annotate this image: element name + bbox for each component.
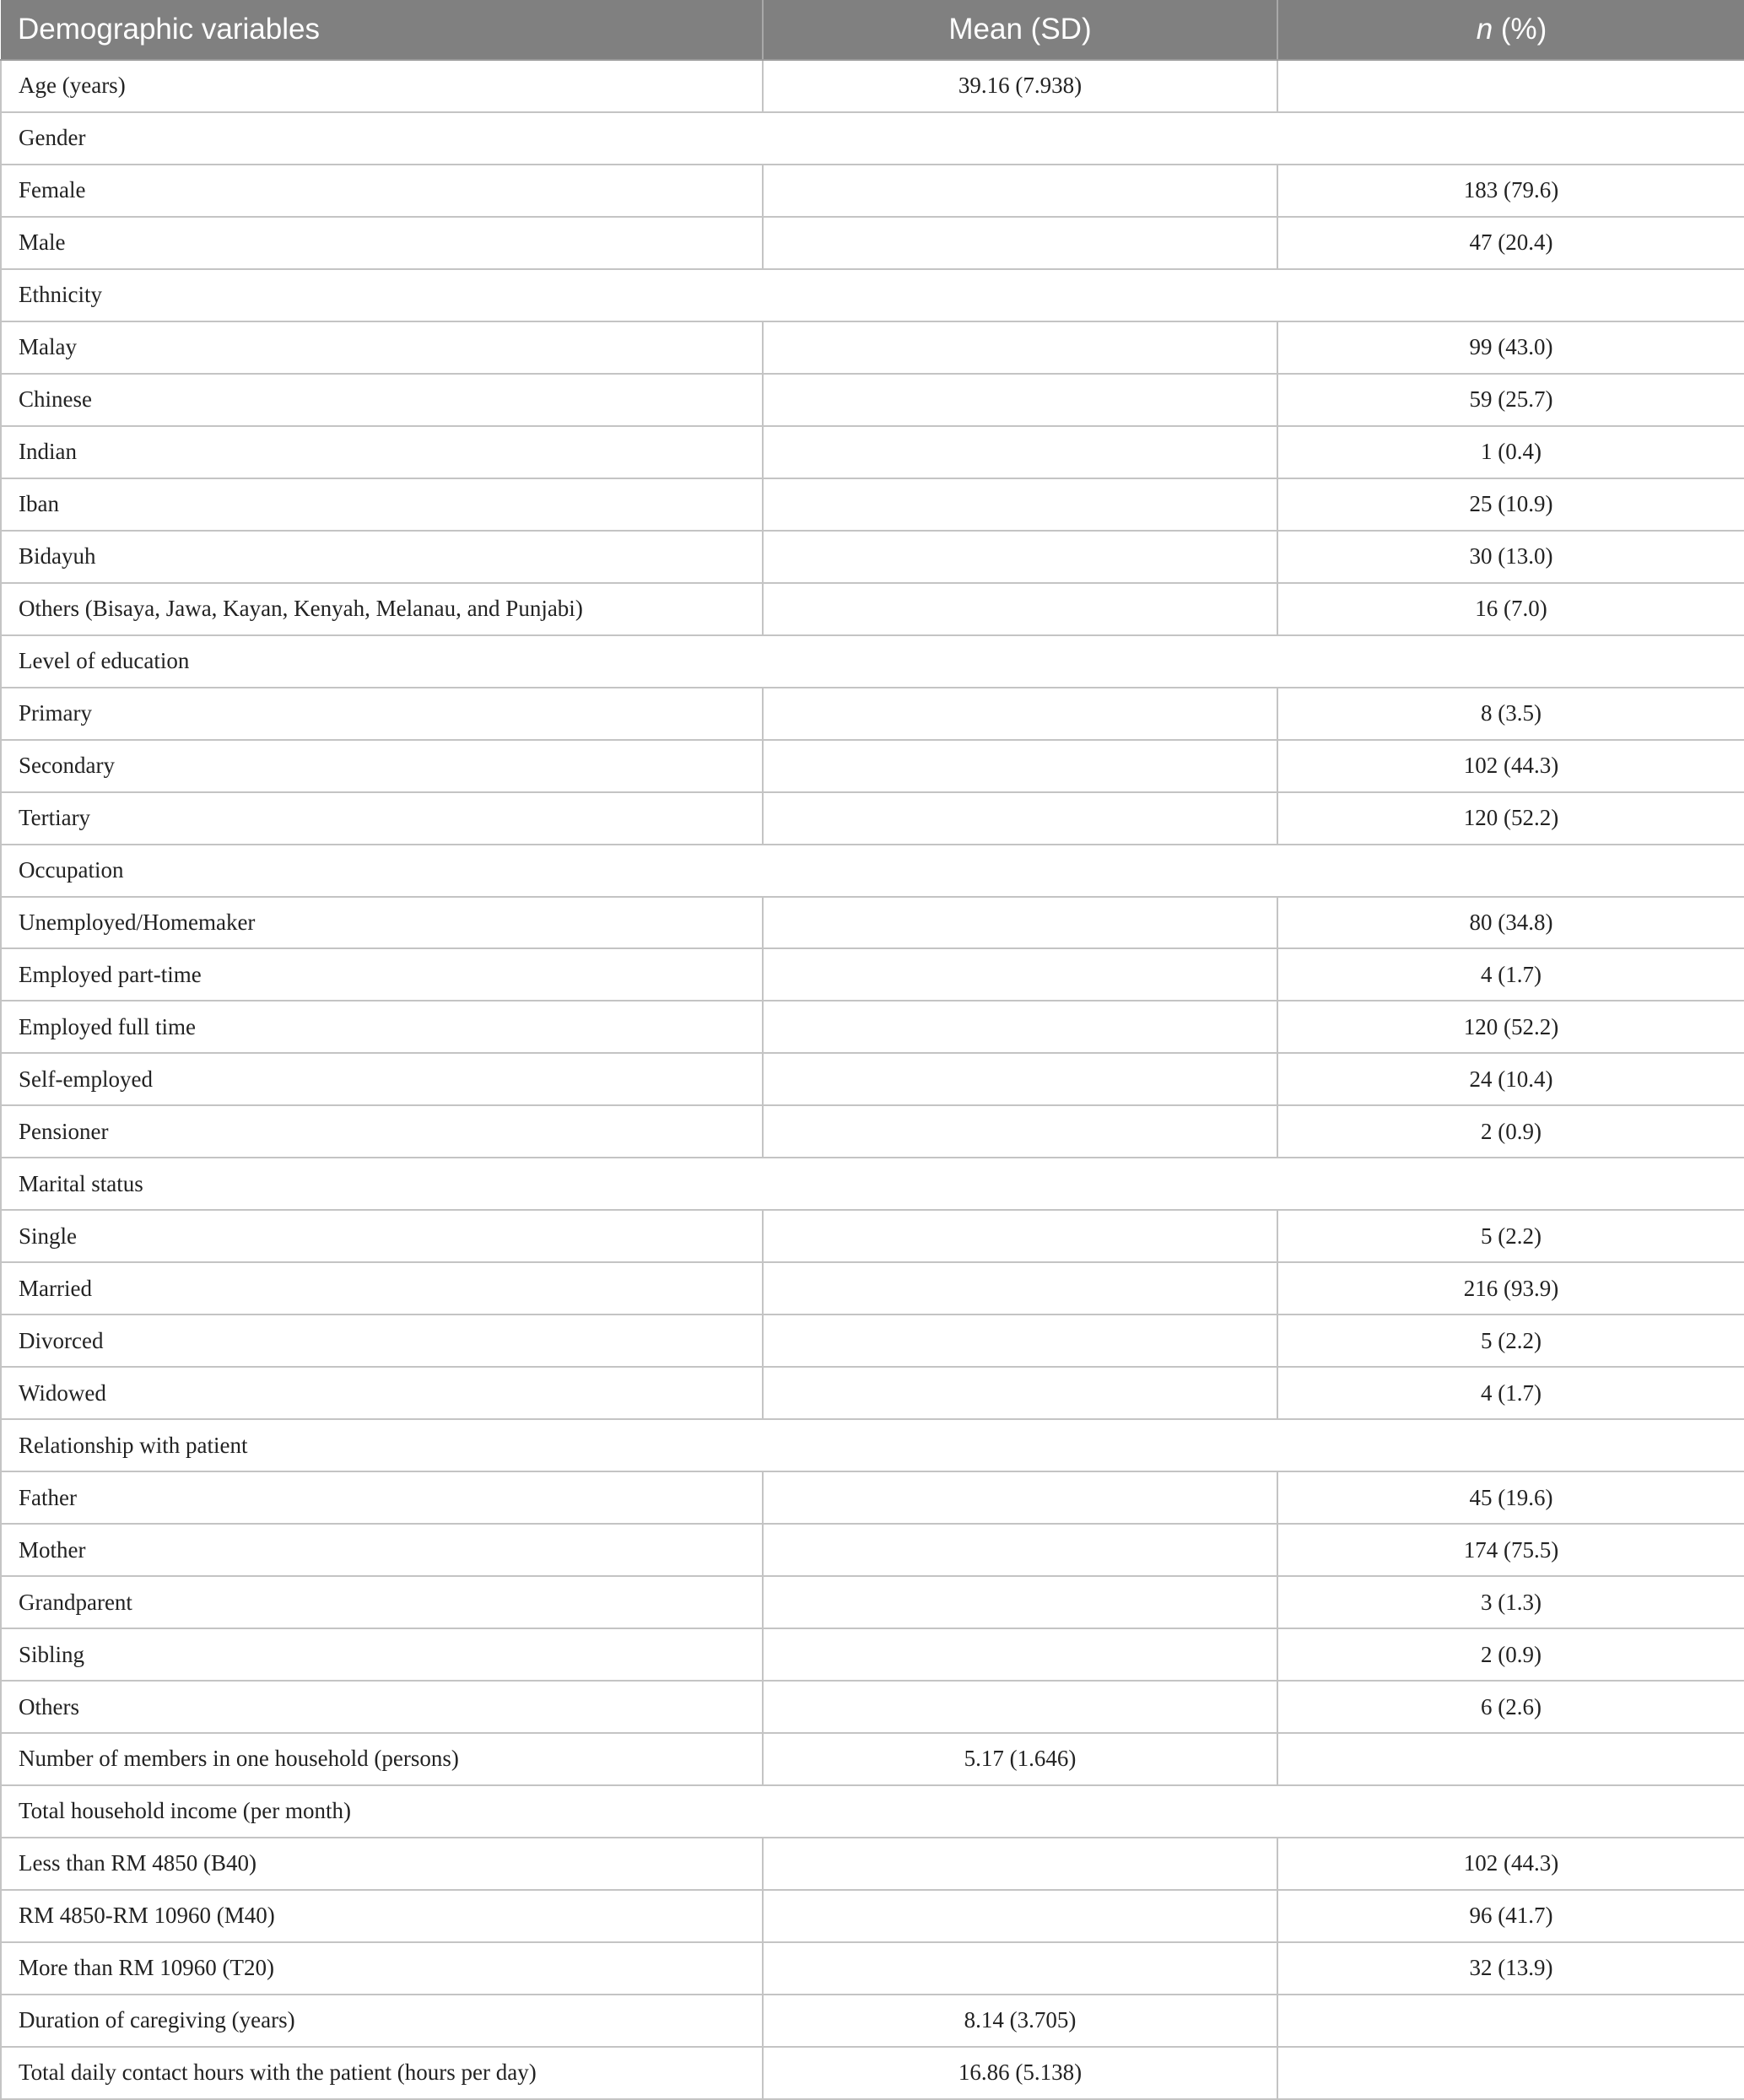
table-row [1,1890,1744,1942]
mean-sd-cell: 5.17 (1.646) [763,1733,1277,1785]
n-percent-cell: 3 (1.3) [1277,1576,1744,1628]
section-label: Gender [1,112,1744,165]
row-label: Age (years) [1,60,763,112]
mean-sd-cell [763,1105,1277,1158]
n-percent-cell: 120 (52.2) [1277,792,1744,845]
table-row [1,1367,1744,1419]
section-label: Relationship with patient [1,1419,1744,1471]
mean-sd-cell [763,1367,1277,1419]
mean-sd-cell [763,426,1277,478]
section-label: Level of education [1,635,1744,688]
mean-sd-cell [763,688,1277,740]
n-percent-cell: 183 (79.6) [1277,165,1744,217]
row-label: Secondary [1,740,763,792]
mean-sd-cell [763,1053,1277,1105]
row-label: Tertiary [1,792,763,845]
row-label: Single [1,1210,763,1262]
n-percent-cell: 5 (2.2) [1277,1210,1744,1262]
row-label: More than RM 10960 (T20) [1,1942,763,1995]
n-percent-cell: 4 (1.7) [1277,948,1744,1001]
row-label: Less than RM 4850 (B40) [1,1838,763,1890]
table-row [1,1315,1744,1367]
n-percent-cell: 96 (41.7) [1277,1890,1744,1942]
row-label: Iban [1,478,763,531]
n-percent-cell: 8 (3.5) [1277,688,1744,740]
mean-sd-cell [763,1942,1277,1995]
n-percent-cell: 30 (13.0) [1277,531,1744,583]
n-percent-cell: 216 (93.9) [1277,1262,1744,1315]
n-percent-cell: 102 (44.3) [1277,1838,1744,1890]
table-row [1,60,1744,112]
row-label: Others (Bisaya, Jawa, Kayan, Kenyah, Melanau, and Punjabi) [1,583,763,635]
table-row [1,1576,1744,1628]
table-row [1,165,1744,217]
row-label: RM 4850-RM 10960 (M40) [1,1890,763,1942]
mean-sd-cell [763,1838,1277,1890]
table-row [1,1681,1744,1733]
n-percent-cell: 6 (2.6) [1277,1681,1744,1733]
mean-sd-cell [763,374,1277,426]
n-percent-cell: 16 (7.0) [1277,583,1744,635]
section-row [1,845,1744,897]
row-label: Employed full time [1,1001,763,1053]
header-n-italic: n [1476,13,1493,46]
mean-sd-cell [763,321,1277,374]
row-label: Widowed [1,1367,763,1419]
mean-sd-cell [763,1210,1277,1262]
table-row [1,1995,1744,2047]
mean-sd-cell: 16.86 (5.138) [763,2047,1277,2099]
table-row [1,688,1744,740]
table-row [1,792,1744,845]
table-row [1,1053,1744,1105]
row-label: Primary [1,688,763,740]
row-label: Number of members in one household (persons) [1,1733,763,1785]
row-label: Father [1,1471,763,1524]
mean-sd-cell [763,740,1277,792]
mean-sd-cell [763,1890,1277,1942]
row-label: Bidayuh [1,531,763,583]
mean-sd-cell [763,792,1277,845]
n-percent-cell: 5 (2.2) [1277,1315,1744,1367]
table-row [1,1942,1744,1995]
n-percent-cell: 59 (25.7) [1277,374,1744,426]
section-label: Marital status [1,1158,1744,1210]
mean-sd-cell [763,948,1277,1001]
n-percent-cell: 24 (10.4) [1277,1053,1744,1105]
row-label: Self-employed [1,1053,763,1105]
n-percent-cell: 80 (34.8) [1277,897,1744,949]
row-label: Female [1,165,763,217]
table-row [1,1262,1744,1315]
header-percent: (%) [1493,13,1547,46]
mean-sd-cell [763,1315,1277,1367]
table-row [1,583,1744,635]
row-label: Male [1,217,763,269]
table-row [1,321,1744,374]
n-percent-cell: 102 (44.3) [1277,740,1744,792]
table-row [1,948,1744,1001]
table-row [1,897,1744,949]
mean-sd-cell [763,478,1277,531]
row-label: Pensioner [1,1105,763,1158]
row-label: Indian [1,426,763,478]
n-percent-cell [1277,2047,1744,2099]
n-percent-cell: 25 (10.9) [1277,478,1744,531]
section-row [1,635,1744,688]
row-label: Mother [1,1524,763,1576]
table-row [1,1628,1744,1681]
n-percent-cell: 99 (43.0) [1277,321,1744,374]
table-row [1,2047,1744,2099]
mean-sd-cell: 39.16 (7.938) [763,60,1277,112]
section-row [1,1419,1744,1471]
mean-sd-cell [763,1471,1277,1524]
table-row [1,531,1744,583]
section-row [1,1158,1744,1210]
n-percent-cell: 45 (19.6) [1277,1471,1744,1524]
n-percent-cell: 47 (20.4) [1277,217,1744,269]
mean-sd-cell [763,897,1277,949]
row-label: Divorced [1,1315,763,1367]
mean-sd-cell [763,583,1277,635]
table-row [1,426,1744,478]
row-label: Others [1,1681,763,1733]
section-row [1,112,1744,165]
table-header [1,0,1744,60]
n-percent-cell: 2 (0.9) [1277,1105,1744,1158]
table-row [1,1210,1744,1262]
header-row [1,0,1744,60]
section-label: Total household income (per month) [1,1785,1744,1838]
header-mean-sd: Mean (SD) [763,0,1277,60]
mean-sd-cell: 8.14 (3.705) [763,1995,1277,2047]
n-percent-cell: 174 (75.5) [1277,1524,1744,1576]
n-percent-cell [1277,60,1744,112]
row-label: Sibling [1,1628,763,1681]
mean-sd-cell [763,531,1277,583]
mean-sd-cell [763,1681,1277,1733]
n-percent-cell [1277,1995,1744,2047]
table-row [1,1733,1744,1785]
table-row [1,1001,1744,1053]
section-label: Occupation [1,845,1744,897]
n-percent-cell: 32 (13.9) [1277,1942,1744,1995]
mean-sd-cell [763,1576,1277,1628]
section-row [1,1785,1744,1838]
row-label: Married [1,1262,763,1315]
row-label: Grandparent [1,1576,763,1628]
section-label: Ethnicity [1,269,1744,321]
mean-sd-cell [763,1628,1277,1681]
table-row [1,1524,1744,1576]
row-label: Unemployed/Homemaker [1,897,763,949]
mean-sd-cell [763,1524,1277,1576]
table-row [1,1105,1744,1158]
header-n-percent [1277,0,1744,60]
table-body [1,60,1744,2099]
n-percent-cell: 2 (0.9) [1277,1628,1744,1681]
table-row [1,478,1744,531]
mean-sd-cell [763,1001,1277,1053]
mean-sd-cell [763,165,1277,217]
row-label: Total daily contact hours with the patient (hours per day) [1,2047,763,2099]
n-percent-cell: 1 (0.4) [1277,426,1744,478]
table-row [1,1471,1744,1524]
row-label: Employed part-time [1,948,763,1001]
n-percent-cell: 4 (1.7) [1277,1367,1744,1419]
row-label: Malay [1,321,763,374]
table-row [1,740,1744,792]
table-row [1,217,1744,269]
section-row [1,269,1744,321]
header-demographic-variables: Demographic variables [1,0,763,60]
table-row [1,374,1744,426]
mean-sd-cell [763,217,1277,269]
n-percent-cell: 120 (52.2) [1277,1001,1744,1053]
mean-sd-cell [763,1262,1277,1315]
row-label: Chinese [1,374,763,426]
table-row [1,1838,1744,1890]
row-label: Duration of caregiving (years) [1,1995,763,2047]
n-percent-cell [1277,1733,1744,1785]
